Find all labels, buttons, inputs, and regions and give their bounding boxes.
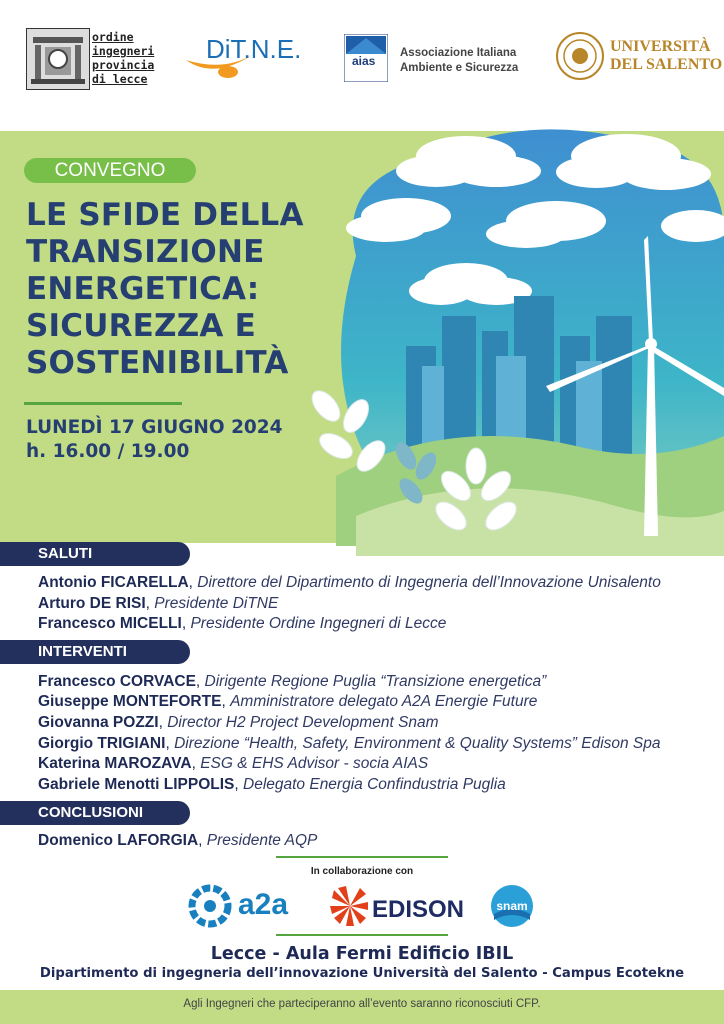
- collab-divider-bottom: [276, 934, 448, 936]
- a2a-logo-text: a2a: [238, 888, 289, 921]
- speaker-name: Gabriele Menotti LIPPOLIS: [38, 776, 235, 793]
- title-line-5: SOSTENIBILITÀ: [26, 345, 289, 381]
- footer-note: Agli Ingegneri che parteciperanno all’evento saranno riconosciuti CFP.: [183, 998, 541, 1010]
- aias-logo-text: aias: [352, 54, 376, 68]
- saluti-item: Antonio FICARELLA, Direttore del Dipartimento di Ingegneria dell’Innovazione Unisalento: [38, 574, 661, 591]
- speaker-role: Direzione “Health, Safety, Environment & Quality Systems” Edison Spa: [174, 735, 661, 752]
- interventi-item: Gabriele Menotti LIPPOLIS, Delegato Energia Confindustria Puglia: [38, 776, 506, 793]
- title-divider: [24, 402, 182, 405]
- aias-label: [400, 46, 518, 76]
- venue-department: Dipartimento di ingegneria dell’innovazione Università del Salento - Campus Ecotekne: [39, 966, 685, 981]
- unisalento-seal-icon: [556, 32, 604, 80]
- edison-logo-icon: [330, 884, 370, 928]
- interventi-item: Giovanna POZZI, Director H2 Project Development Snam: [38, 714, 439, 731]
- ordine-text-2: ingegneri: [92, 44, 155, 58]
- speaker-name: Arturo DE RISI: [38, 595, 146, 612]
- a2a-logo-icon: [188, 884, 232, 928]
- saluti-heading: SALUTI: [0, 542, 190, 566]
- unisalento-label: [610, 38, 722, 74]
- aias-logo: [344, 34, 388, 82]
- speaker-role: Presidente Ordine Ingegneri di Lecce: [190, 615, 447, 632]
- ordine-text-1: ordine: [92, 30, 134, 44]
- aias-line-1: Associazione Italiana: [400, 47, 517, 59]
- conclusioni-item: Domenico LAFORGIA, Presidente AQP: [38, 832, 318, 849]
- speaker-role: Direttore del Dipartimento di Ingegneria dell’Innovazione Unisalento: [197, 574, 661, 591]
- title-line-3: ENERGETICA:: [26, 271, 260, 307]
- interventi-item: Giuseppe MONTEFORTE, Amministratore delegato A2A Energie Future: [38, 693, 538, 710]
- event-time: h. 16.00 / 19.00: [26, 441, 190, 462]
- interventi-item: Katerina MAROZAVA, ESG & EHS Advisor - socia AIAS: [38, 755, 429, 772]
- edison-logo-text: EDISON: [372, 896, 465, 923]
- speaker-role: Amministratore delegato A2A Energie Future: [230, 693, 538, 710]
- aias-line-2: Ambiente e Sicurezza: [400, 62, 519, 74]
- speaker-name: Giovanna POZZI: [38, 714, 159, 731]
- event-datetime: [26, 416, 283, 464]
- collab-label: In collaborazione con: [310, 866, 414, 877]
- speaker-name: Francesco MICELLI: [38, 615, 182, 632]
- ordine-ingegneri-logo: [26, 28, 154, 90]
- speaker-name: Giorgio TRIGIANI: [38, 735, 166, 752]
- speaker-role: Director H2 Project Development Snam: [167, 714, 439, 731]
- speaker-role: Dirigente Regione Puglia “Transizione energetica”: [204, 673, 547, 690]
- saluti-item: Arturo DE RISI, Presidente DiTNE: [38, 595, 279, 612]
- city-windmill-illustration: [296, 116, 724, 556]
- ditne-name: DiT.N.E.: [206, 34, 302, 64]
- speaker-role: Presidente DiTNE: [154, 595, 279, 612]
- venue-place: Lecce - Aula Fermi Edificio IBIL: [210, 944, 514, 964]
- ordine-text-4: di lecce: [92, 72, 148, 86]
- speaker-name: Francesco CORVACE: [38, 673, 196, 690]
- speaker-role: Presidente AQP: [206, 832, 318, 849]
- title-line-1: LE SFIDE DELLA: [26, 197, 304, 233]
- convegno-tag: CONVEGNO: [24, 158, 196, 183]
- interventi-heading: INTERVENTI: [0, 640, 190, 664]
- event-title: [26, 197, 356, 382]
- interventi-item: Giorgio TRIGIANI, Direzione “Health, Safety, Environment & Quality Systems” Edison Spa: [38, 735, 661, 752]
- speaker-role: ESG & EHS Advisor - socia AIAS: [200, 755, 429, 772]
- interventi-item: Francesco CORVACE, Dirigente Regione Puglia “Transizione energetica”: [38, 673, 547, 690]
- uni-line-2: DEL SALENTO: [610, 56, 723, 73]
- conclusioni-heading: CONCLUSIONI: [0, 801, 190, 825]
- snam-logo-text: snam: [496, 899, 528, 913]
- event-date: LUNEDÌ 17 GIUGNO 2024: [26, 417, 283, 438]
- ordine-building-icon: [26, 28, 90, 90]
- collab-divider-top: [276, 856, 448, 858]
- speaker-name: Antonio FICARELLA: [38, 574, 189, 591]
- ditne-logo: [184, 30, 314, 82]
- title-line-4: SICUREZZA E: [26, 308, 256, 344]
- speaker-name: Domenico LAFORGIA: [38, 832, 199, 849]
- saluti-item: Francesco MICELLI, Presidente Ordine Ingegneri di Lecce: [38, 615, 447, 632]
- speaker-name: Katerina MAROZAVA: [38, 755, 192, 772]
- ordine-text-3: provincia: [92, 58, 155, 72]
- uni-line-1: UNIVERSITÀ: [610, 38, 711, 55]
- title-line-2: TRANSIZIONE: [26, 234, 265, 270]
- speaker-name: Giuseppe MONTEFORTE: [38, 693, 222, 710]
- speaker-role: Delegato Energia Confindustria Puglia: [243, 776, 506, 793]
